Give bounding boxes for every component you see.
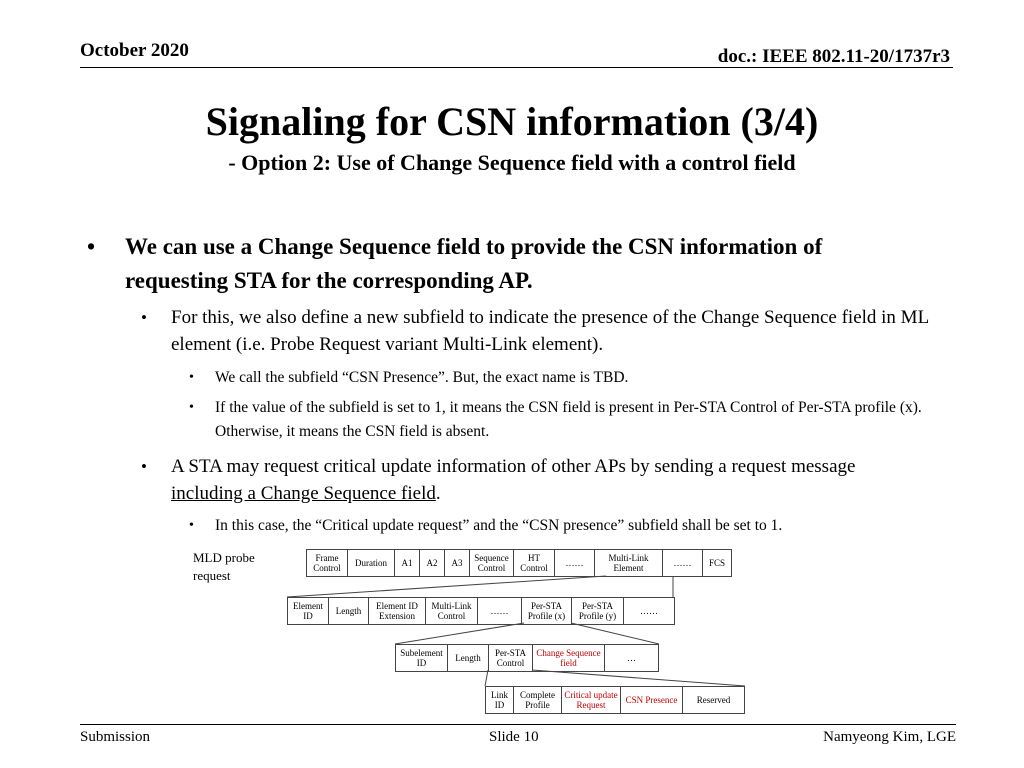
connector-line <box>287 576 606 597</box>
field-ellipsis: …… <box>555 550 595 576</box>
field-a3: A3 <box>445 550 470 576</box>
per-sta-profile-row <box>395 644 659 672</box>
field-multi-link-control: Multi-Link Control <box>426 598 478 624</box>
field-change-sequence: Change Sequence field <box>533 645 605 671</box>
field-per-sta-profile-x: Per-STA Profile (x) <box>522 598 572 624</box>
field-per-sta-control: Per-STA Control <box>489 645 533 671</box>
bullet-marker: • <box>189 370 194 385</box>
field-ht-control: HT Control <box>514 550 555 576</box>
bullet-text: In this case, the “Critical update request” and the “CSN presence” subfield shall be set to 1. <box>215 517 783 534</box>
field-reserved: Reserved <box>696 695 731 705</box>
frame-format-row <box>306 549 732 577</box>
field-element-id-extension: Element ID Extension <box>369 598 426 624</box>
field-length: Length <box>329 598 369 624</box>
field-ellipsis: …… <box>663 550 703 576</box>
field-multi-link-element: Multi-Link Element <box>595 550 663 576</box>
footer-submission: Submission <box>80 729 151 745</box>
field-element-id: Element ID <box>288 598 329 624</box>
field-ellipsis: …… <box>478 598 522 624</box>
field-link-id: Link ID <box>486 687 514 713</box>
bullet-text: For this, we also define a new subfield to indicate the presence of the Change Sequence field in ML element (i.e. Probe Request variant Multi-Link element). <box>171 307 929 355</box>
bullet-marker: • <box>189 400 194 415</box>
bullet-text: We call the subfield “CSN Presence”. But, the exact name is TBD. <box>215 369 629 386</box>
ml-element-row <box>287 597 675 625</box>
bullet-marker: • <box>141 308 147 327</box>
field-ellipsis: …… <box>640 606 658 616</box>
connector-line <box>532 670 745 686</box>
footer-slide-number: Slide 10 <box>489 729 539 745</box>
field-per-sta-profile-y: Per-STA Profile (y) <box>572 598 624 624</box>
bullet-text: We can use a Change Sequence field to provide the CSN information of requesting STA for the corresponding AP. <box>125 234 823 293</box>
field-fcs: FCS <box>708 558 725 568</box>
field-frame-control: Frame Control <box>307 550 348 576</box>
field-duration: Duration <box>348 550 395 576</box>
footer-author: Namyeong Kim, LGE <box>823 729 956 745</box>
field-ellipsis: … <box>627 653 636 663</box>
diagram-label: MLD probe request <box>193 550 255 583</box>
field-csn-presence: CSN Presence <box>621 687 683 713</box>
bullet-marker: • <box>189 518 194 533</box>
field-complete-profile: Complete Profile <box>514 687 562 713</box>
field-length: Length <box>448 645 489 671</box>
header-date: October 2020 <box>80 40 189 61</box>
slide-title: Signaling for CSN information (3/4) <box>205 99 819 144</box>
bullet-marker: • <box>141 457 147 476</box>
bullet-text-pre: A STA may request critical update information of other APs by sending a request message <box>171 456 856 477</box>
bullet-text: If the value of the subfield is set to 1, it means the CSN field is present in Per-STA Control of Per-STA profile (x). Otherwise, it means the CSN field is absent. <box>215 399 922 440</box>
connector-line <box>571 623 659 644</box>
field-a1: A1 <box>395 550 420 576</box>
footer-divider <box>80 724 956 725</box>
per-sta-control-row <box>485 686 745 714</box>
slide-subtitle: - Option 2: Use of Change Sequence field with a control field <box>228 150 796 175</box>
field-critical-update-request: Critical update Request <box>562 687 621 713</box>
field-a2: A2 <box>420 550 445 576</box>
header-doc-id: doc.: IEEE 802.11-20/1737r3 <box>717 46 950 67</box>
bullet-marker: • <box>87 234 96 259</box>
connector-line <box>485 670 488 686</box>
bullet-text-post: . <box>435 483 441 504</box>
field-subelement-id: Subelement ID <box>396 645 448 671</box>
bullet-text-underlined: including a Change Sequence field <box>171 483 436 504</box>
connector-line <box>395 623 524 644</box>
field-sequence-control: Sequence Control <box>470 550 514 576</box>
